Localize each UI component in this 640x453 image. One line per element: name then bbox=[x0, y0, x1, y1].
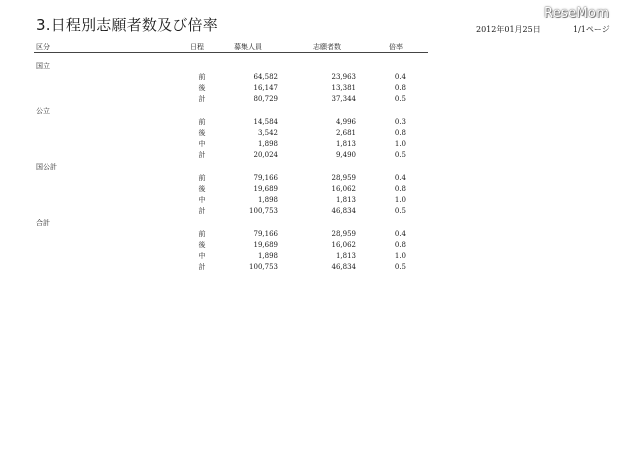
schedule-cell: 後 bbox=[198, 84, 206, 92]
schedule-cell: 後 bbox=[198, 185, 206, 193]
report-date: 2012年01月25日 bbox=[476, 25, 541, 34]
capacity-cell: 19,689 bbox=[253, 241, 278, 249]
capacity-cell: 1,898 bbox=[257, 252, 278, 260]
applicants-cell: 1,813 bbox=[335, 196, 356, 204]
watermark-logo: ReseMom bbox=[544, 6, 610, 21]
ratio-cell: 0.4 bbox=[394, 174, 406, 182]
applicants-cell: 46,834 bbox=[331, 263, 356, 271]
group-label: 国公計 bbox=[36, 163, 57, 171]
capacity-cell: 80,729 bbox=[253, 95, 278, 103]
ratio-cell: 1.0 bbox=[394, 252, 406, 260]
ratio-cell: 0.5 bbox=[394, 207, 406, 215]
capacity-cell: 100,753 bbox=[249, 207, 278, 215]
applicants-cell: 28,959 bbox=[331, 230, 356, 238]
capacity-cell: 79,166 bbox=[253, 230, 278, 238]
applicants-cell: 1,813 bbox=[335, 140, 356, 148]
capacity-cell: 1,898 bbox=[257, 196, 278, 204]
schedule-cell: 後 bbox=[198, 129, 206, 137]
schedule-cell: 計 bbox=[198, 95, 206, 103]
ratio-cell: 0.4 bbox=[394, 230, 406, 238]
ratio-cell: 0.5 bbox=[394, 151, 406, 159]
capacity-cell: 19,689 bbox=[253, 185, 278, 193]
schedule-cell: 中 bbox=[198, 140, 206, 148]
capacity-cell: 64,582 bbox=[253, 73, 278, 81]
capacity-cell: 14,584 bbox=[253, 118, 278, 126]
column-header-category: 区分 bbox=[36, 43, 50, 51]
applicants-cell: 2,681 bbox=[335, 129, 356, 137]
ratio-cell: 0.8 bbox=[394, 84, 406, 92]
group-label: 国立 bbox=[36, 62, 50, 70]
applicants-cell: 23,963 bbox=[331, 73, 356, 81]
column-header-capacity: 募集人員 bbox=[234, 43, 262, 51]
group-label: 公立 bbox=[36, 107, 50, 115]
schedule-cell: 前 bbox=[198, 118, 206, 126]
capacity-cell: 100,753 bbox=[249, 263, 278, 271]
applicants-cell: 46,834 bbox=[331, 207, 356, 215]
ratio-cell: 1.0 bbox=[394, 196, 406, 204]
schedule-cell: 前 bbox=[198, 73, 206, 81]
schedule-cell: 前 bbox=[198, 230, 206, 238]
column-header-ratio: 倍率 bbox=[389, 43, 403, 51]
ratio-cell: 0.4 bbox=[394, 73, 406, 81]
ratio-cell: 1.0 bbox=[394, 140, 406, 148]
applicants-cell: 16,062 bbox=[331, 241, 356, 249]
schedule-cell: 中 bbox=[198, 252, 206, 260]
header-divider bbox=[34, 52, 428, 53]
group-label: 合計 bbox=[36, 219, 50, 227]
page-number: 1/1ページ bbox=[573, 25, 610, 34]
applicants-cell: 16,062 bbox=[331, 185, 356, 193]
schedule-cell: 後 bbox=[198, 241, 206, 249]
capacity-cell: 3,542 bbox=[257, 129, 278, 137]
applicants-cell: 13,381 bbox=[331, 84, 356, 92]
ratio-cell: 0.5 bbox=[394, 95, 406, 103]
applicants-cell: 37,344 bbox=[331, 95, 356, 103]
capacity-cell: 20,024 bbox=[253, 151, 278, 159]
ratio-cell: 0.8 bbox=[394, 241, 406, 249]
applicants-cell: 9,490 bbox=[335, 151, 356, 159]
capacity-cell: 1,898 bbox=[257, 140, 278, 148]
ratio-cell: 0.8 bbox=[394, 185, 406, 193]
ratio-cell: 0.3 bbox=[394, 118, 406, 126]
schedule-cell: 計 bbox=[198, 151, 206, 159]
schedule-cell: 計 bbox=[198, 207, 206, 215]
schedule-cell: 計 bbox=[198, 263, 206, 271]
column-header-applicants: 志願者数 bbox=[313, 43, 341, 51]
ratio-cell: 0.8 bbox=[394, 129, 406, 137]
ratio-cell: 0.5 bbox=[394, 263, 406, 271]
applicants-cell: 28,959 bbox=[331, 174, 356, 182]
column-header-schedule: 日程 bbox=[190, 43, 204, 51]
schedule-cell: 前 bbox=[198, 174, 206, 182]
schedule-cell: 中 bbox=[198, 196, 206, 204]
capacity-cell: 79,166 bbox=[253, 174, 278, 182]
applicants-cell: 4,996 bbox=[335, 118, 356, 126]
applicants-cell: 1,813 bbox=[335, 252, 356, 260]
capacity-cell: 16,147 bbox=[253, 84, 278, 92]
page-title: 3.日程別志願者数及び倍率 bbox=[36, 16, 218, 34]
